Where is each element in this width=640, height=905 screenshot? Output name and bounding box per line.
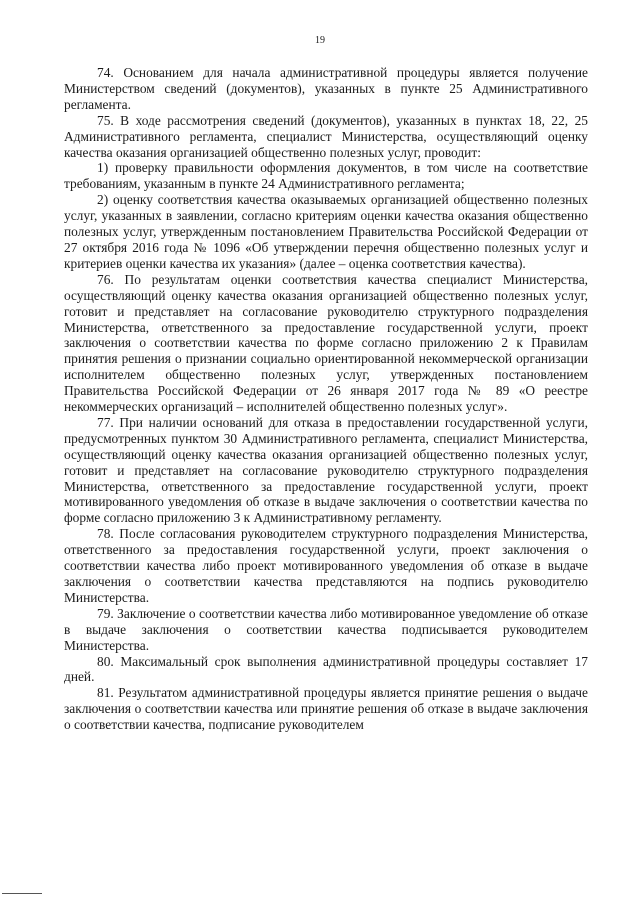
document-body [64,65,588,733]
paragraph-75-item-2: 2) оценку соответствия качества оказываемых организацией общественно полезных услуг, указанных в заявлении, согласно критериям оценки качества оказания общественно полезных услуг, утвержденным постановлением Правительства Российской Федерации от 27 октября 2016 года № 1096 «Об утверждении перечня общественно полезных услуг и критериев оценки качества их указания» (далее – оценка соответствия качества). [64,192,588,271]
paragraph-74: 74. Основанием для начала административной процедуры является получение Министерством сведений (документов), указанных в пункте 25 Административного регламента. [64,65,588,112]
footer-rule [2,893,42,894]
paragraph-81: 81. Результатом административной процедуры является принятие решения о выдаче заключения о соответствии качества или принятие решения об отказе в выдаче заключения о соответствии качества, подписание руководителем [64,685,588,733]
paragraph-79: 79. Заключение о соответствии качества либо мотивированное уведомление об отказе в выдаче заключения о соответствии качества подписывается руководителем Министерства. [64,605,588,653]
paragraph-77: 77. При наличии оснований для отказа в предоставлении государственной услуги, предусмотренных пунктом 30 Административного регламента, специалист Министерства, осуществляющий оценку качества оказания организацией общественно полезных услуг, готовит и представляет на согласование руководителю структурного подразделения Министерства, ответственного за предоставление государственной услуги, проект мотивированного уведомления об отказе в выдаче заключения о соответствии качества по форме согласно приложению 3 к Административному регламенту. [64,414,588,526]
paragraph-78: 78. После согласования руководителем структурного подразделения Министерства, ответственного за предоставления государственной услуги, проект заключения о соответствии качества либо проект мотивированного уведомления об отказе в выдаче заключения о соответствии качества представляются на подпись руководителю Министерства. [64,526,588,605]
paragraph-75: 75. В ходе рассмотрения сведений (документов), указанных в пунктах 18, 22, 25 Административного регламента, специалист Министерства, осуществляющий оценку качества оказания организацией общественно полезных услуг, проводит: [64,112,588,160]
paragraph-80: 80. Максимальный срок выполнения административной процедуры составляет 17 дней. [64,653,588,685]
page-number: 19 [315,35,325,46]
paragraph-75-item-1: 1) проверку правильности оформления документов, в том числе на соответствие требованиям, указанным в пункте 24 Административного регламента; [64,160,588,192]
paragraph-76: 76. По результатам оценки соответствия качества специалист Министерства, осуществляющий оценку качества оказания организацией общественно полезных услуг, готовит и представляет на согласование руководителю структурного подразделения Министерства, ответственного за предоставление государственной услуги, проект заключения о соответствии качества по форме согласно приложению 2 к Правилам принятия решения о признании социально ориентированной некоммерческой организации исполнителем общественно полезных услуг, утвержденных постановлением Правительства Российской Федерации от 26 января 2017 года № 89 «О реестре некоммерческих организаций – исполнителей общественно полезных услуг». [64,271,588,415]
